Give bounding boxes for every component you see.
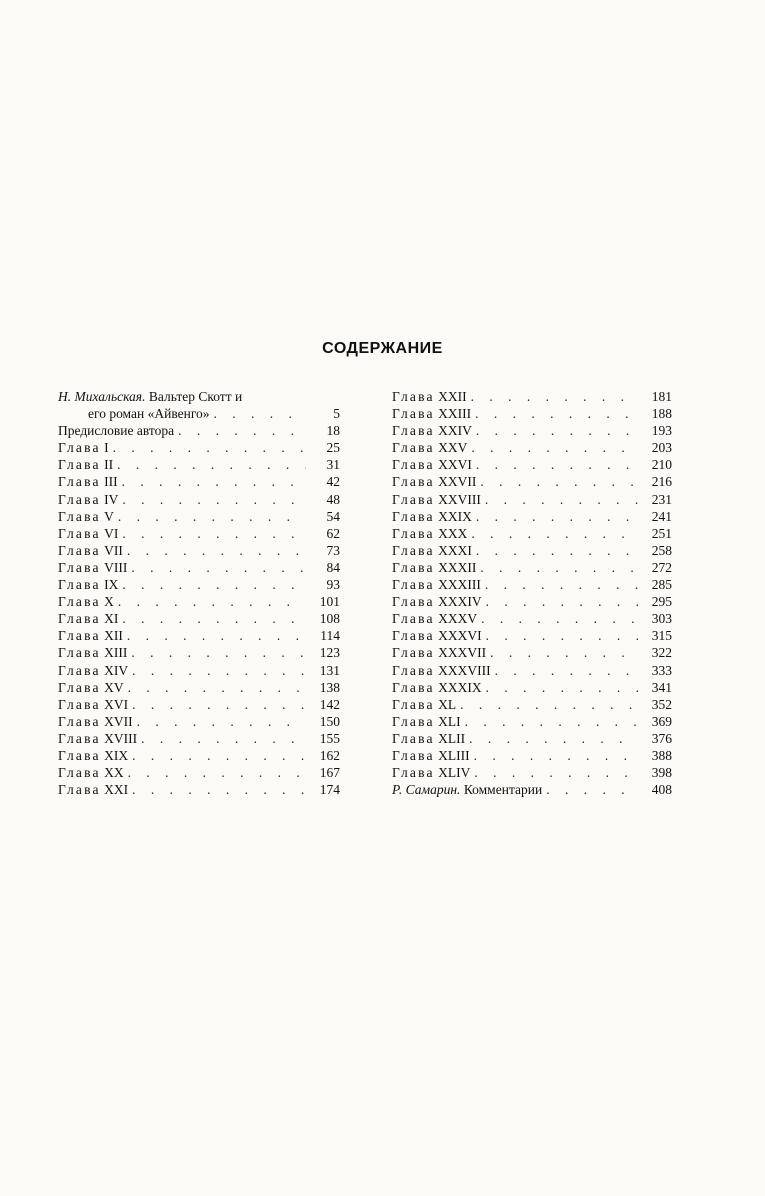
toc-page-number: 341	[651, 679, 672, 695]
toc-page-number: 285	[651, 577, 672, 593]
toc-left-column	[58, 388, 340, 798]
toc-entry-label	[392, 525, 467, 542]
chapter-word: Глава	[392, 696, 435, 712]
chapter-word: Глава	[392, 440, 435, 456]
chapter-number: XXX	[438, 525, 468, 541]
chapter-number: VIII	[104, 559, 128, 575]
chapter-word: Глава	[392, 628, 435, 644]
toc-page-number: 352	[651, 696, 672, 712]
chapter-number: II	[104, 457, 114, 473]
toc-entry-chapter	[392, 679, 672, 696]
chapter-number: XXVI	[438, 457, 472, 473]
toc-page-number: 188	[651, 406, 672, 422]
chapter-word: Глава	[58, 508, 101, 524]
chapter-word: Глава	[392, 542, 435, 558]
chapter-word: Глава	[392, 508, 435, 524]
toc-entry-label	[392, 764, 470, 781]
dot-leader	[118, 610, 306, 627]
chapter-word: Глава	[392, 406, 435, 422]
toc-entry-title: Предисловие автора	[58, 423, 175, 439]
toc-entry-label	[392, 388, 467, 405]
toc-entry-label	[58, 781, 128, 798]
toc-entry-commentary	[392, 781, 672, 798]
toc-entry-label	[58, 576, 118, 593]
chapter-number: XI	[104, 611, 119, 627]
toc-entry-label	[58, 627, 123, 644]
toc-entry-label	[392, 610, 477, 627]
toc-entry-label	[58, 439, 109, 456]
dot-leader	[481, 576, 638, 593]
chapter-word: Глава	[392, 713, 435, 729]
toc-entry-label	[392, 593, 482, 610]
chapter-number: XXXVII	[438, 645, 487, 661]
toc-page-number: 108	[319, 611, 340, 627]
toc-entry-label	[58, 388, 242, 405]
toc-page-number: 315	[651, 628, 672, 644]
toc-page-number: 251	[651, 525, 672, 541]
toc-entry-chapter	[58, 593, 340, 610]
chapter-word: Глава	[392, 389, 435, 404]
toc-page-number: 25	[326, 440, 340, 456]
chapter-word: Глава	[58, 713, 101, 729]
toc-entry-label	[58, 662, 128, 679]
dot-leader	[472, 456, 638, 473]
chapter-number: XX	[104, 765, 124, 781]
chapter-number: XLI	[438, 713, 461, 729]
toc-author: Р. Самарин.	[392, 782, 461, 798]
chapter-word: Глава	[392, 747, 435, 763]
toc-page-number: 123	[319, 645, 340, 661]
chapter-number: I	[104, 440, 109, 456]
toc-page-number: 131	[319, 662, 340, 678]
toc-page-number: 333	[651, 662, 672, 678]
dot-leader	[113, 456, 306, 473]
toc-entry-label	[392, 696, 456, 713]
dot-leader	[118, 491, 306, 508]
dot-leader	[491, 662, 638, 679]
toc-entry-chapter	[392, 388, 672, 405]
toc-entry-chapter	[58, 764, 340, 781]
toc-entry-chapter	[58, 781, 340, 798]
toc-entry-chapter	[58, 491, 340, 508]
toc-entry-label	[58, 491, 118, 508]
toc-page-number: 193	[651, 423, 672, 439]
chapter-word: Глава	[58, 782, 101, 798]
chapter-number: XXVII	[438, 474, 477, 490]
toc-entry-label	[58, 764, 124, 781]
toc-entry-label	[58, 679, 124, 696]
toc-entry-intro	[58, 388, 340, 405]
dot-leader	[118, 525, 306, 542]
toc-entry-label	[58, 713, 133, 730]
chapter-word: Глава	[392, 730, 435, 746]
toc-entry-title: Комментарии	[463, 782, 543, 798]
toc-entry-chapter	[58, 576, 340, 593]
toc-entry-label	[392, 747, 470, 764]
chapter-word: Глава	[392, 679, 435, 695]
chapter-number: XXXIV	[438, 594, 482, 610]
toc-chapter-list	[392, 388, 672, 781]
dot-leader	[114, 508, 306, 525]
chapter-number: XVI	[104, 696, 129, 712]
toc-entry-label	[58, 508, 114, 525]
dot-leader	[133, 713, 306, 730]
toc-entry-label	[58, 473, 118, 490]
chapter-word: Глава	[392, 594, 435, 610]
chapter-word: Глава	[58, 662, 101, 678]
toc-entry-title: Вальтер Скотт и	[148, 389, 243, 404]
toc-entry-chapter	[392, 696, 672, 713]
toc-page-number: 203	[651, 440, 672, 456]
toc-page-number: 48	[326, 491, 340, 507]
toc-page-number: 272	[651, 559, 672, 575]
chapter-number: XLII	[438, 730, 466, 746]
toc-entry-label	[392, 627, 482, 644]
chapter-number: XLIII	[438, 747, 470, 763]
toc-page-number: 142	[319, 696, 340, 712]
toc-entry-chapter	[392, 576, 672, 593]
chapter-number: XXXVIII	[438, 662, 491, 678]
dot-leader	[481, 491, 638, 508]
toc-entry-chapter	[58, 559, 340, 576]
toc-page-number: 322	[651, 645, 672, 661]
toc-page-number: 181	[651, 389, 672, 404]
chapter-number: VII	[104, 542, 123, 558]
chapter-word: Глава	[392, 525, 435, 541]
toc-page-number: 295	[651, 594, 672, 610]
dot-leader	[210, 405, 306, 422]
toc-entry-chapter	[392, 713, 672, 730]
toc-entry-label	[392, 559, 476, 576]
toc-entry-chapter	[392, 559, 672, 576]
toc-entry-chapter	[392, 473, 672, 490]
chapter-word: Глава	[58, 474, 101, 490]
chapter-word: Глава	[58, 611, 101, 627]
chapter-number: XXV	[438, 440, 468, 456]
dot-leader	[109, 439, 306, 456]
dot-leader	[477, 610, 638, 627]
toc-entry-chapter	[58, 542, 340, 559]
toc-entry-label	[58, 696, 128, 713]
toc-entry-label	[392, 508, 472, 525]
toc-entry-chapter	[392, 747, 672, 764]
chapter-number: XIX	[104, 747, 129, 763]
chapter-word: Глава	[58, 491, 101, 507]
toc-page-number: 174	[319, 782, 340, 798]
dot-leader	[542, 781, 638, 798]
toc-page-number: 398	[651, 765, 672, 781]
dot-leader	[472, 508, 638, 525]
dot-leader	[174, 422, 306, 439]
toc-entry-chapter	[58, 627, 340, 644]
dot-leader	[127, 644, 306, 661]
toc-entry-label	[392, 576, 481, 593]
toc-page-number: 18	[326, 423, 340, 439]
chapter-number: XV	[104, 679, 124, 695]
dot-leader	[471, 405, 638, 422]
toc-entry-chapter	[392, 662, 672, 679]
toc-chapter-list	[58, 439, 340, 798]
dot-leader	[472, 542, 638, 559]
dot-leader	[476, 559, 638, 576]
chapter-word: Глава	[392, 559, 435, 575]
toc-page-number: 167	[319, 765, 340, 781]
toc-page-number: 5	[333, 406, 340, 422]
dot-leader	[456, 696, 638, 713]
toc-entry-label	[392, 456, 472, 473]
dot-leader	[137, 730, 306, 747]
chapter-word: Глава	[58, 594, 101, 610]
toc-entry-label	[58, 456, 113, 473]
toc-entry-label	[392, 491, 481, 508]
dot-leader	[128, 781, 306, 798]
toc-entry-intro-cont	[58, 405, 340, 422]
toc-entry-label	[392, 542, 472, 559]
dot-leader	[124, 764, 306, 781]
dot-leader	[114, 593, 306, 610]
toc-page-number: 150	[319, 713, 340, 729]
chapter-word: Глава	[392, 491, 435, 507]
toc-entry-chapter	[58, 679, 340, 696]
toc-entry-chapter	[392, 525, 672, 542]
toc-page-number: 138	[319, 679, 340, 695]
chapter-word: Глава	[392, 765, 435, 781]
toc-page-number: 93	[326, 577, 340, 593]
toc-page-number: 241	[651, 508, 672, 524]
toc-entry-label	[392, 662, 491, 679]
chapter-word: Глава	[392, 662, 435, 678]
chapter-word: Глава	[58, 457, 101, 473]
chapter-number: III	[104, 474, 118, 490]
chapter-number: IX	[104, 577, 119, 593]
dot-leader	[465, 730, 638, 747]
toc-entry-chapter	[392, 593, 672, 610]
chapter-word: Глава	[392, 577, 435, 593]
dot-leader	[461, 713, 638, 730]
toc-page-number: 84	[326, 559, 340, 575]
toc-right-column	[392, 388, 672, 798]
toc-page-number: 388	[651, 747, 672, 763]
toc-page-number: 54	[326, 508, 340, 524]
toc-page-number: 42	[326, 474, 340, 490]
toc-page-number: 231	[651, 491, 672, 507]
toc-entry-label	[58, 542, 123, 559]
chapter-number: XIII	[104, 645, 128, 661]
page-title: СОДЕРЖАНИЕ	[322, 340, 443, 357]
toc-page-number: 258	[651, 542, 672, 558]
toc-page-number: 101	[319, 594, 340, 610]
toc-page-number: 162	[319, 747, 340, 763]
toc-entry-chapter	[58, 747, 340, 764]
dot-leader	[470, 747, 638, 764]
chapter-number: XXXVI	[438, 628, 482, 644]
chapter-number: X	[104, 594, 114, 610]
dot-leader	[467, 388, 638, 405]
toc-entry-label	[58, 644, 127, 661]
toc-entry-label	[392, 439, 467, 456]
chapter-number: XXIII	[438, 406, 472, 422]
chapter-number: XVIII	[104, 730, 138, 746]
toc-entry-label	[58, 559, 127, 576]
chapter-number: XVII	[104, 713, 133, 729]
dot-leader	[118, 473, 306, 490]
dot-leader	[486, 644, 638, 661]
toc-page-number: 408	[651, 782, 672, 798]
toc-entry-label	[58, 747, 128, 764]
chapter-number: XLIV	[438, 765, 471, 781]
toc-entry-label	[392, 781, 542, 798]
toc-entry-chapter	[392, 627, 672, 644]
chapter-word: Глава	[58, 730, 101, 746]
toc-entry-label	[58, 610, 118, 627]
toc-entry-preface	[58, 422, 340, 439]
chapter-number: IV	[104, 491, 119, 507]
dot-leader	[467, 525, 638, 542]
toc-entry-chapter	[58, 508, 340, 525]
toc-page-number: 376	[651, 730, 672, 746]
toc-page-number: 303	[651, 611, 672, 627]
toc-entry-label	[392, 679, 482, 696]
dot-leader	[482, 593, 638, 610]
chapter-word: Глава	[58, 440, 101, 456]
toc-entry-chapter	[58, 473, 340, 490]
toc-entry-chapter	[392, 542, 672, 559]
chapter-number: XII	[104, 628, 123, 644]
dot-leader	[128, 662, 306, 679]
chapter-word: Глава	[58, 747, 101, 763]
dot-leader	[467, 439, 638, 456]
toc-entry-label	[58, 593, 114, 610]
toc-entry-chapter	[392, 405, 672, 422]
dot-leader	[472, 422, 638, 439]
dot-leader	[482, 679, 638, 696]
dot-leader	[128, 696, 306, 713]
toc-entry-chapter	[58, 730, 340, 747]
toc-entry-chapter	[392, 422, 672, 439]
chapter-word: Глава	[58, 525, 101, 541]
chapter-word: Глава	[58, 765, 101, 781]
toc-entry-chapter	[58, 439, 340, 456]
toc-entry-label	[392, 730, 465, 747]
chapter-word: Глава	[392, 474, 435, 490]
chapter-word: Глава	[58, 559, 101, 575]
dot-leader	[118, 576, 306, 593]
toc-entry-chapter	[392, 610, 672, 627]
chapter-word: Глава	[58, 577, 101, 593]
chapter-number: XXI	[104, 782, 129, 798]
chapter-number: XL	[438, 696, 457, 712]
chapter-number: XXXIX	[438, 679, 482, 695]
dot-leader	[123, 627, 306, 644]
toc-entry-chapter	[58, 696, 340, 713]
toc-entry-chapter	[392, 508, 672, 525]
dot-leader	[127, 559, 306, 576]
toc-entry-chapter	[392, 491, 672, 508]
chapter-word: Глава	[392, 423, 435, 439]
toc-entry-chapter	[392, 730, 672, 747]
toc-entry-chapter	[58, 525, 340, 542]
toc-entry-chapter	[58, 456, 340, 473]
chapter-number: XXXII	[438, 559, 477, 575]
chapter-word: Глава	[392, 457, 435, 473]
chapter-number: XXIV	[438, 423, 472, 439]
toc-entry-chapter	[58, 713, 340, 730]
toc-entry-label	[392, 422, 472, 439]
toc-entry-label	[392, 644, 486, 661]
toc-entry-label	[392, 405, 471, 422]
dot-leader	[476, 473, 638, 490]
toc-entry-chapter	[392, 644, 672, 661]
toc-entry-chapter	[392, 456, 672, 473]
toc-entry-chapter	[58, 610, 340, 627]
chapter-number: XXXV	[438, 611, 478, 627]
dot-leader	[128, 747, 306, 764]
toc-entry-chapter	[58, 644, 340, 661]
toc-page-number: 73	[326, 542, 340, 558]
dot-leader	[482, 627, 638, 644]
toc-page-number: 216	[651, 474, 672, 490]
toc-entry-label	[58, 525, 118, 542]
chapter-number: XXVIII	[438, 491, 481, 507]
toc-page-number: 114	[320, 628, 340, 644]
dot-leader	[470, 764, 638, 781]
chapter-word: Глава	[58, 696, 101, 712]
chapter-word: Глава	[392, 611, 435, 627]
chapter-number: V	[104, 508, 114, 524]
toc-entry-label	[58, 730, 137, 747]
toc-author: Н. Михальская.	[58, 389, 146, 404]
chapter-word: Глава	[392, 645, 435, 661]
toc-page-number: 62	[326, 525, 340, 541]
toc-entry-label	[392, 713, 461, 730]
toc-entry-chapter	[392, 764, 672, 781]
chapter-number: XXII	[438, 389, 467, 404]
toc-entry-label	[392, 473, 476, 490]
chapter-number: XXXI	[438, 542, 472, 558]
chapter-number: XIV	[104, 662, 129, 678]
toc-page-number: 155	[319, 730, 340, 746]
chapter-number: XXXIII	[438, 577, 481, 593]
chapter-word: Глава	[58, 628, 101, 644]
chapter-word: Глава	[58, 679, 101, 695]
chapter-number: VI	[104, 525, 119, 541]
toc-page-number: 31	[326, 457, 340, 473]
dot-leader	[124, 679, 306, 696]
chapter-word: Глава	[58, 542, 101, 558]
toc-page-number: 210	[651, 457, 672, 473]
toc-entry-chapter	[58, 662, 340, 679]
chapter-number: XXIX	[438, 508, 472, 524]
toc-entry-title: его роман «Айвенго»	[88, 406, 210, 422]
chapter-word: Глава	[58, 645, 101, 661]
toc-page-number: 369	[651, 713, 672, 729]
toc-entry-chapter	[392, 439, 672, 456]
dot-leader	[123, 542, 306, 559]
